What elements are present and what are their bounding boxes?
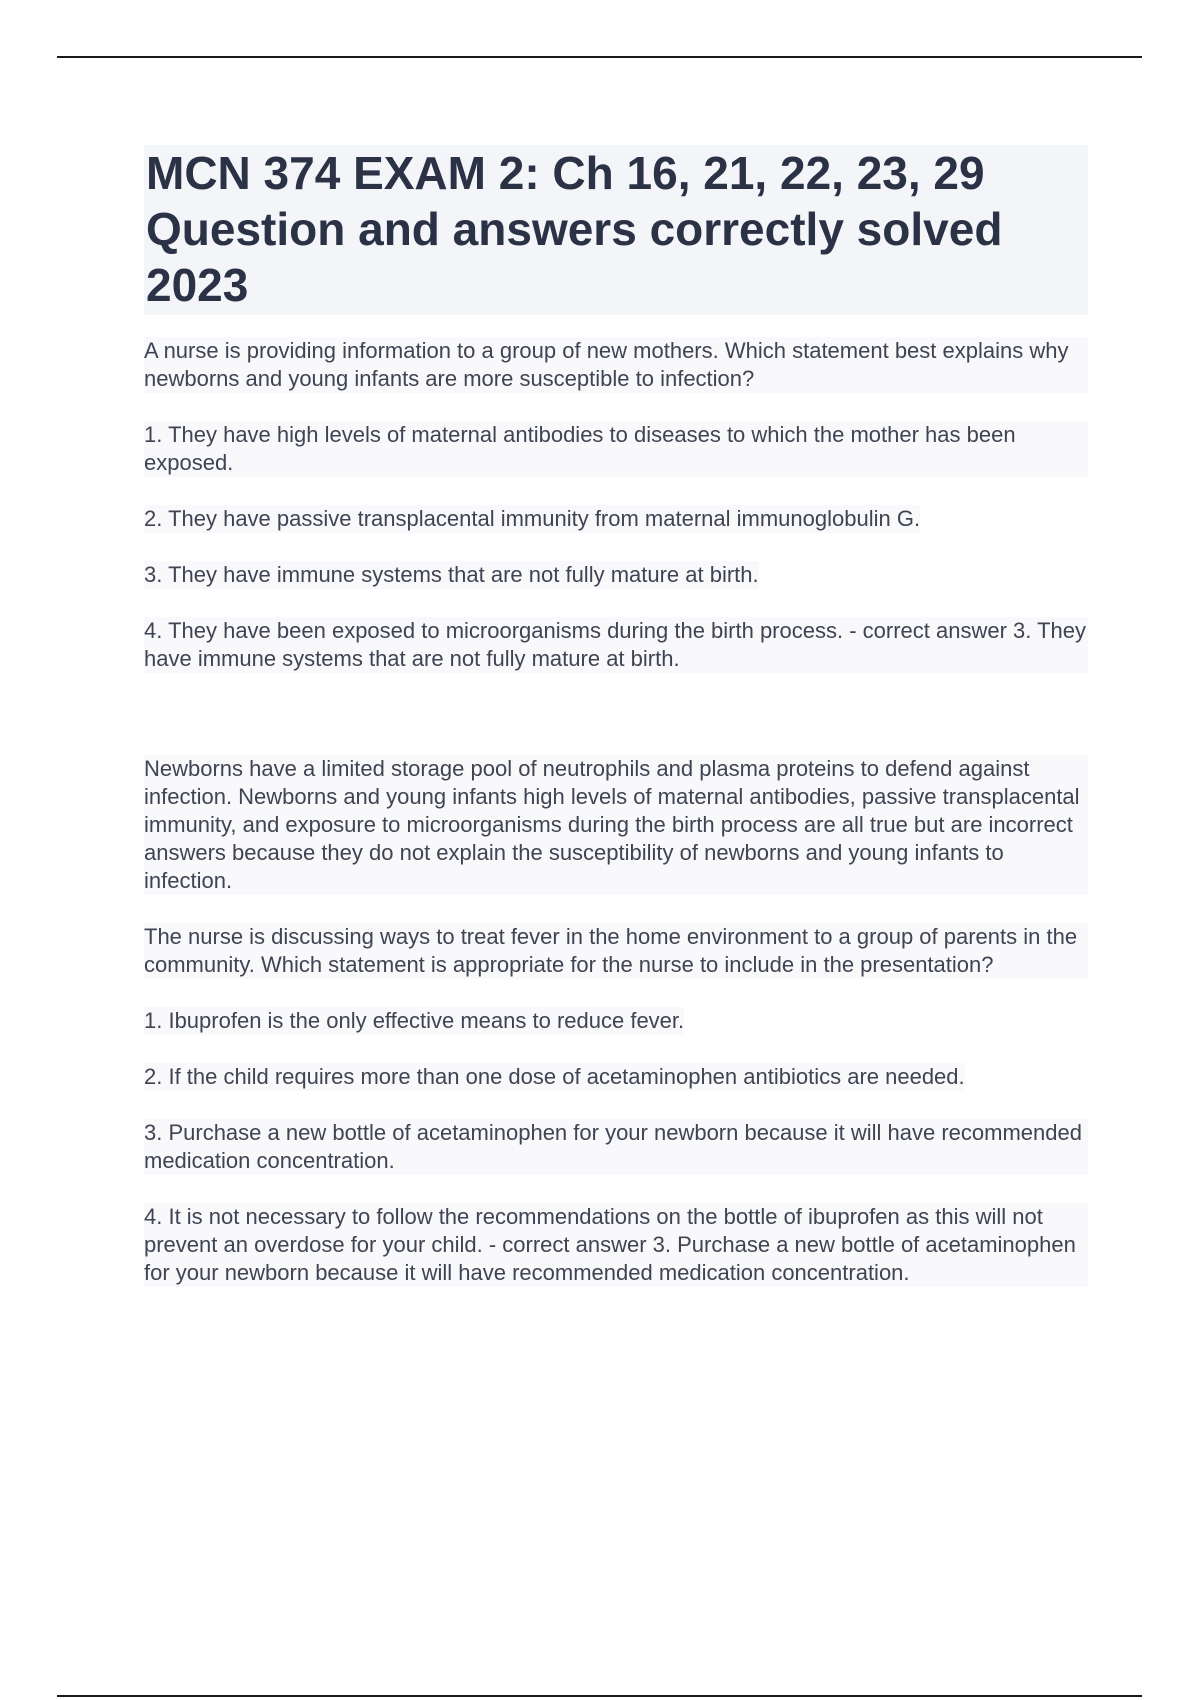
- document-title: MCN 374 EXAM 2: Ch 16, 21, 22, 23, 29 Question and answers correctly solved 2023: [146, 147, 1003, 311]
- question-2-stem: The nurse is discussing ways to treat fever in the home environment to a group of parents in the community. Which statement is appropriate for the nurse to include in the presentation?: [144, 923, 1088, 979]
- document-body: [144, 145, 1088, 1315]
- bottom-divider: [57, 1695, 1142, 1697]
- question-1-rationale: Newborns have a limited storage pool of neutrophils and plasma proteins to defend against infection. Newborns and young infants high levels of maternal antibodies, passive transplacental immunity, and exposure to microorganisms during the birth process are all true but are incorrect answers because they do not explain the susceptibility of newborns and young infants to infection.: [144, 755, 1088, 895]
- question-2-option-4-answer: 4. It is not necessary to follow the recommendations on the bottle of ibuprofen as this will not prevent an overdose for your child. - correct answer 3. Purchase a new bottle of acetaminophen for your newborn because it will have recommended medication concentration.: [144, 1203, 1088, 1287]
- question-2-option-3: 3. Purchase a new bottle of acetaminophen for your newborn because it will have recommended medication concentration.: [144, 1119, 1088, 1175]
- question-2-option-2: 2. If the child requires more than one dose of acetaminophen antibiotics are needed.: [144, 1064, 965, 1089]
- question-1-option-4-answer: 4. They have been exposed to microorganisms during the birth process. - correct answer 3. They have immune systems that are not fully mature at birth.: [144, 618, 1086, 671]
- question-2-option-1: 1. Ibuprofen is the only effective means to reduce fever.: [144, 1008, 685, 1033]
- question-1-stem: A nurse is providing information to a group of new mothers. Which statement best explains why newborns and young infants are more susceptible to infection?: [144, 337, 1088, 393]
- question-1-option-1: 1. They have high levels of maternal antibodies to diseases to which the mother has been exposed.: [144, 421, 1088, 477]
- title-block: [144, 145, 1088, 315]
- question-1-option-3: 3. They have immune systems that are not fully mature at birth.: [144, 562, 759, 587]
- top-divider: [57, 56, 1142, 58]
- question-1-option-2: 2. They have passive transplacental immunity from maternal immunoglobulin G.: [144, 506, 921, 531]
